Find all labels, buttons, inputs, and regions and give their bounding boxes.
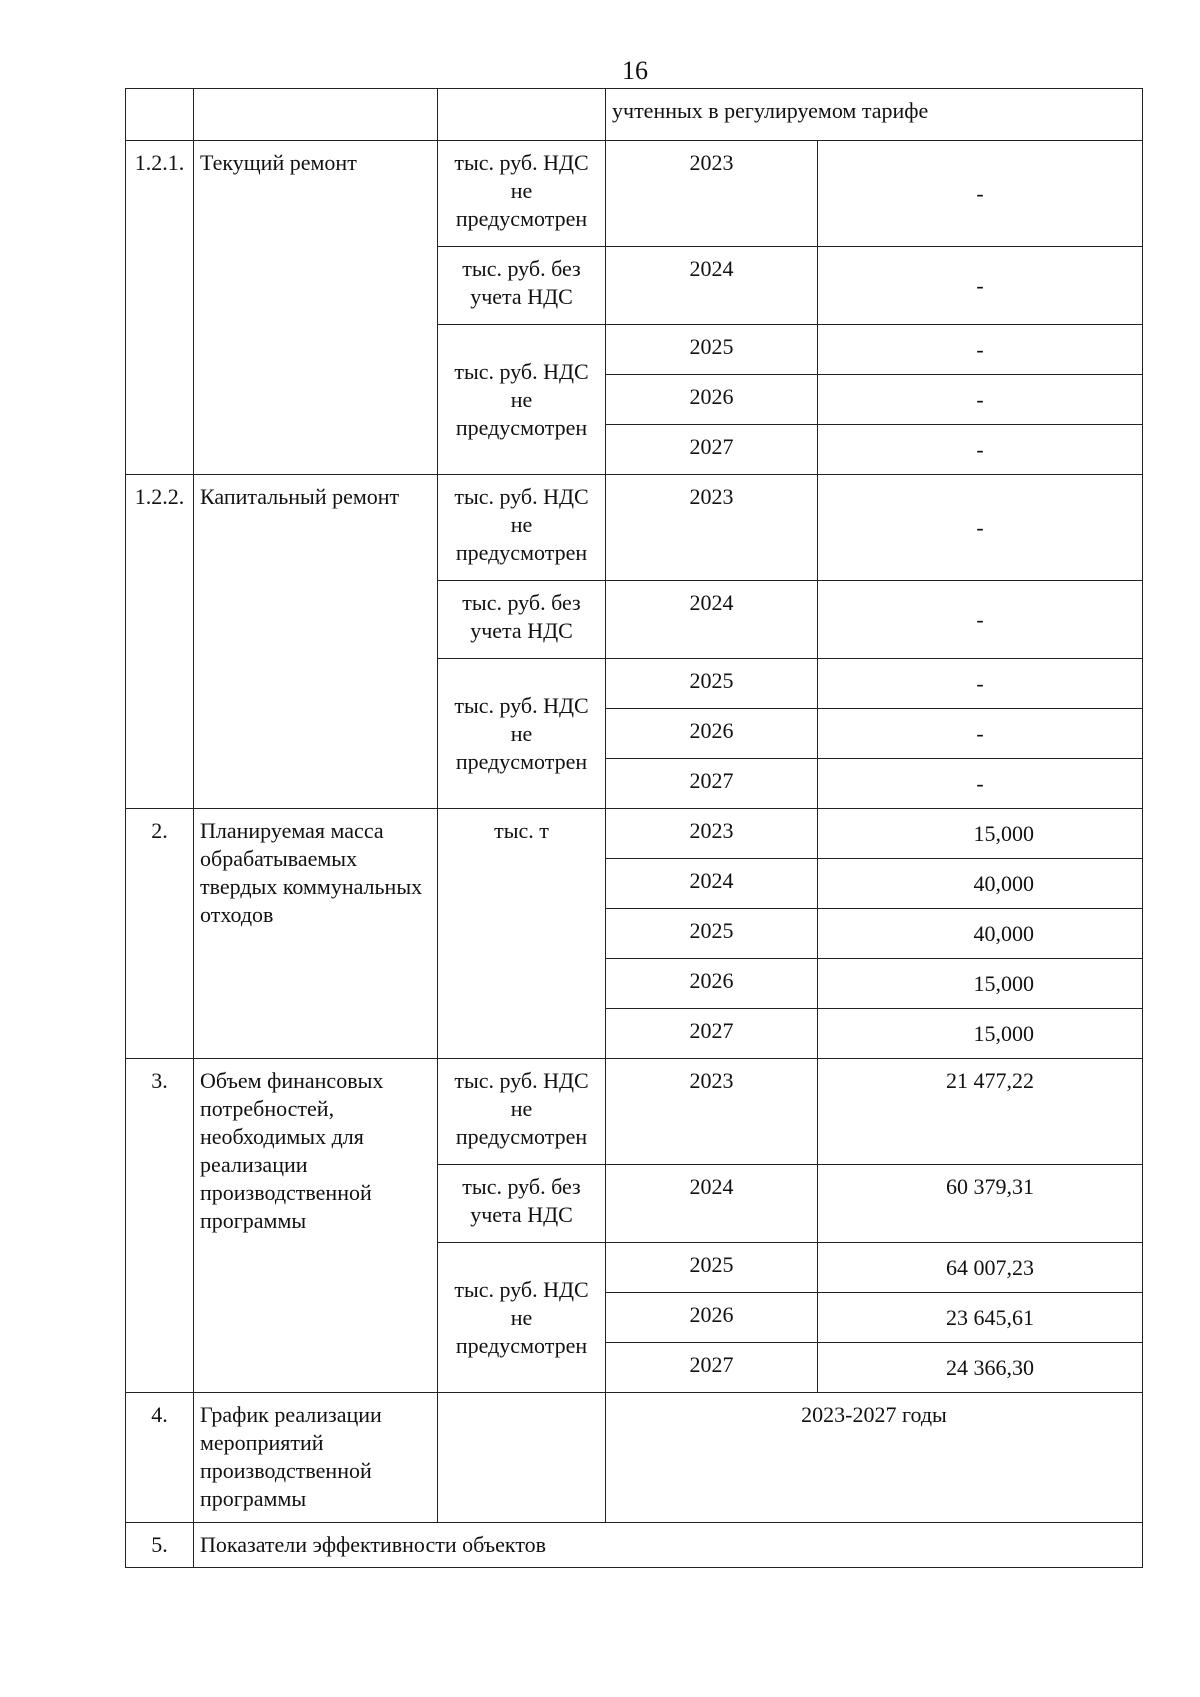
row-number: 1.2.1. — [126, 141, 194, 475]
unit-cell: тыс. руб. НДС не предусмотрен — [438, 325, 606, 475]
value-cell: 15,000 — [818, 959, 1143, 1009]
year-cell: 2026 — [606, 709, 818, 759]
row-number: 2. — [126, 809, 194, 1059]
row-name: Показатели эффективности объектов — [194, 1523, 1143, 1568]
unit-cell: тыс. руб. без учета НДС — [438, 581, 606, 659]
row-number: 1.2.2. — [126, 475, 194, 809]
value-cell: - — [818, 659, 1143, 709]
year-cell: 2027 — [606, 425, 818, 475]
unit-cell: тыс. руб. НДС не предусмотрен — [438, 1243, 606, 1393]
value-cell: - — [818, 247, 1143, 325]
year-cell: 2027 — [606, 1009, 818, 1059]
header-text: учтенных в регулируемом тарифе — [606, 89, 1143, 141]
value-cell: - — [818, 709, 1143, 759]
year-cell: 2024 — [606, 859, 818, 909]
value-cell: - — [818, 425, 1143, 475]
row-name: Планируемая масса обрабатываемых твердых коммунальных отходов — [194, 809, 438, 1059]
unit-cell: тыс. руб. без учета НДС — [438, 1165, 606, 1243]
value-cell: 23 645,61 — [818, 1293, 1143, 1343]
value-cell: 40,000 — [818, 909, 1143, 959]
value-cell: - — [818, 325, 1143, 375]
schedule-value: 2023-2027 годы — [606, 1393, 1143, 1523]
unit-cell: тыс. руб. НДС не предусмотрен — [438, 659, 606, 809]
table-row — [126, 1393, 1143, 1523]
table-row — [126, 1059, 1143, 1165]
year-cell: 2025 — [606, 325, 818, 375]
row-number: 4. — [126, 1393, 194, 1523]
year-cell: 2025 — [606, 659, 818, 709]
cell-empty — [438, 89, 606, 141]
row-name: График реализации мероприятий производственной программы — [194, 1393, 438, 1523]
cell-empty — [126, 89, 194, 141]
value-cell: 24 366,30 — [818, 1343, 1143, 1393]
unit-cell: тыс. руб. НДС не предусмотрен — [438, 141, 606, 247]
value-cell: 21 477,22 — [818, 1059, 1143, 1165]
year-cell: 2024 — [606, 1165, 818, 1243]
value-cell: 40,000 — [818, 859, 1143, 909]
value-cell: - — [818, 475, 1143, 581]
value-cell: 15,000 — [818, 1009, 1143, 1059]
unit-cell — [438, 1393, 606, 1523]
year-cell: 2024 — [606, 581, 818, 659]
year-cell: 2027 — [606, 1343, 818, 1393]
value-cell: 15,000 — [818, 809, 1143, 859]
value-cell: - — [818, 375, 1143, 425]
year-cell: 2025 — [606, 1243, 818, 1293]
value-cell: - — [818, 759, 1143, 809]
value-cell: 64 007,23 — [818, 1243, 1143, 1293]
row-name: Объем финансовых потребностей, необходимых для реализации производственной программы — [194, 1059, 438, 1393]
page-number: 16 — [622, 56, 648, 85]
year-cell: 2025 — [606, 909, 818, 959]
value-cell: - — [818, 141, 1143, 247]
year-cell: 2027 — [606, 759, 818, 809]
row-name: Текущий ремонт — [194, 141, 438, 475]
value-cell: 60 379,31 — [818, 1165, 1143, 1243]
table-row — [126, 1523, 1143, 1568]
row-number: 5. — [126, 1523, 194, 1568]
table-row — [126, 141, 1143, 247]
unit-cell: тыс. руб. НДС не предусмотрен — [438, 475, 606, 581]
unit-cell: тыс. руб. НДС не предусмотрен — [438, 1059, 606, 1165]
year-cell: 2023 — [606, 1059, 818, 1165]
year-cell: 2023 — [606, 809, 818, 859]
header-row — [126, 89, 1143, 141]
table-row — [126, 475, 1143, 581]
unit-cell: тыс. руб. без учета НДС — [438, 247, 606, 325]
row-number: 3. — [126, 1059, 194, 1393]
unit-cell: тыс. т — [438, 809, 606, 1059]
year-cell: 2026 — [606, 959, 818, 1009]
row-name: Капитальный ремонт — [194, 475, 438, 809]
year-cell: 2026 — [606, 1293, 818, 1343]
table-row — [126, 809, 1143, 859]
value-cell: - — [818, 581, 1143, 659]
year-cell: 2023 — [606, 141, 818, 247]
year-cell: 2024 — [606, 247, 818, 325]
year-cell: 2023 — [606, 475, 818, 581]
production-program-table — [125, 88, 1143, 1568]
year-cell: 2026 — [606, 375, 818, 425]
cell-empty — [194, 89, 438, 141]
